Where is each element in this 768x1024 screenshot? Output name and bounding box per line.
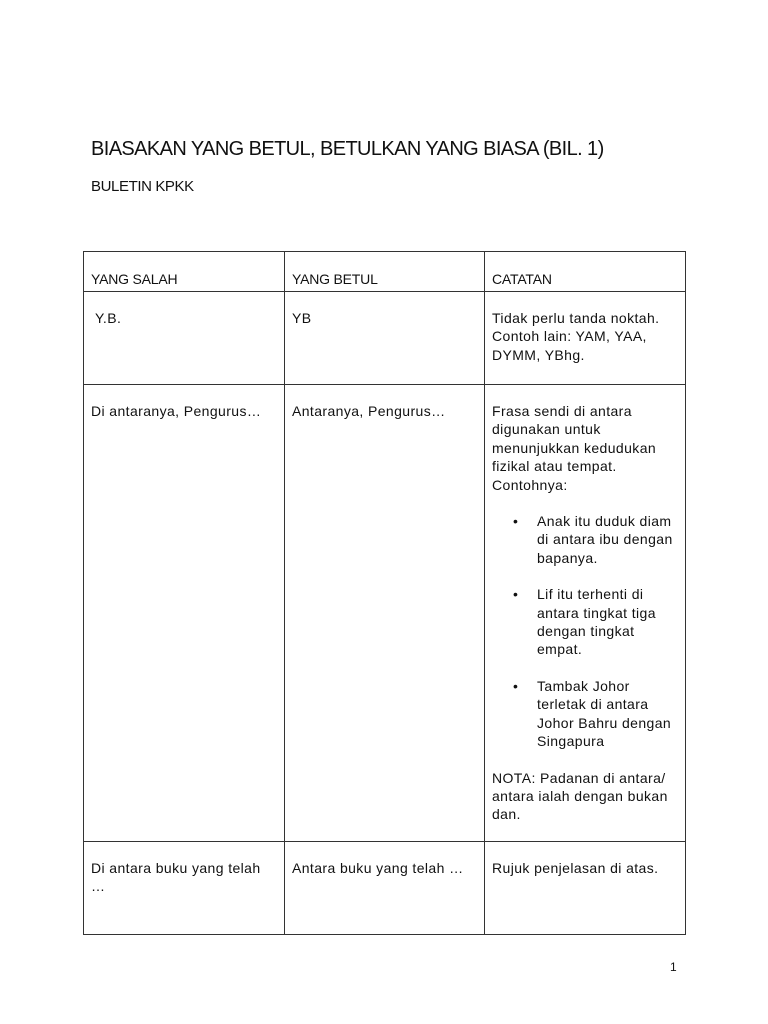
cell-salah: Di antara buku yang telah … (84, 842, 285, 935)
list-item (492, 677, 679, 751)
cell-salah: Di antaranya, Pengurus… (84, 385, 285, 842)
cell-catatan (485, 385, 686, 842)
header-yang-salah: YANG SALAH (84, 252, 285, 292)
cell-betul: YB (285, 292, 485, 385)
list-item-text: Tambak Johor terletak di antara Johor Bahru dengan Singapura (537, 677, 672, 750)
cell-betul: Antara buku yang telah … (285, 842, 485, 935)
table-row (84, 292, 686, 385)
page-number: 1 (670, 960, 677, 974)
header-catatan: CATATAN (485, 252, 686, 292)
header-yang-betul: YANG BETUL (285, 252, 485, 292)
example-list (492, 512, 679, 750)
bullet-icon: • (513, 586, 519, 603)
nota-text: NOTA: Padanan di antara/ antara ialah dengan bukan dan. (492, 769, 668, 823)
cell-catatan: Rujuk penjelasan di atas. (485, 842, 686, 935)
catatan-intro: Frasa sendi di antara digunakan untuk menunjukkan kedudukan fizikal atau tempat. Contohnya: (492, 403, 657, 493)
document-subtitle: BULETIN KPKK (91, 178, 194, 195)
table-header-row (84, 252, 686, 292)
bullet-icon: • (513, 677, 519, 694)
list-item-text: Lif itu terhenti di antara tingkat tiga dengan tingkat empat. (537, 586, 656, 658)
table-row (84, 385, 686, 842)
cell-catatan: Tidak perlu tanda noktah. Contoh lain: YAM, YAA, DYMM, YBhg. (485, 292, 686, 385)
table-row (84, 842, 686, 935)
cell-salah-text: Y.B. (95, 310, 122, 326)
correction-table (83, 251, 686, 935)
list-item (492, 585, 679, 659)
document-title: BIASAKAN YANG BETUL, BETULKAN YANG BIASA (BIL. 1) (91, 138, 604, 160)
correction-table-container (83, 251, 685, 935)
bullet-icon: • (513, 513, 519, 530)
cell-betul: Antaranya, Pengurus… (285, 385, 485, 842)
list-item-text: Anak itu duduk diam di antara ibu dengan bapanya. (537, 513, 673, 566)
cell-salah (84, 292, 285, 385)
list-item (492, 512, 679, 567)
